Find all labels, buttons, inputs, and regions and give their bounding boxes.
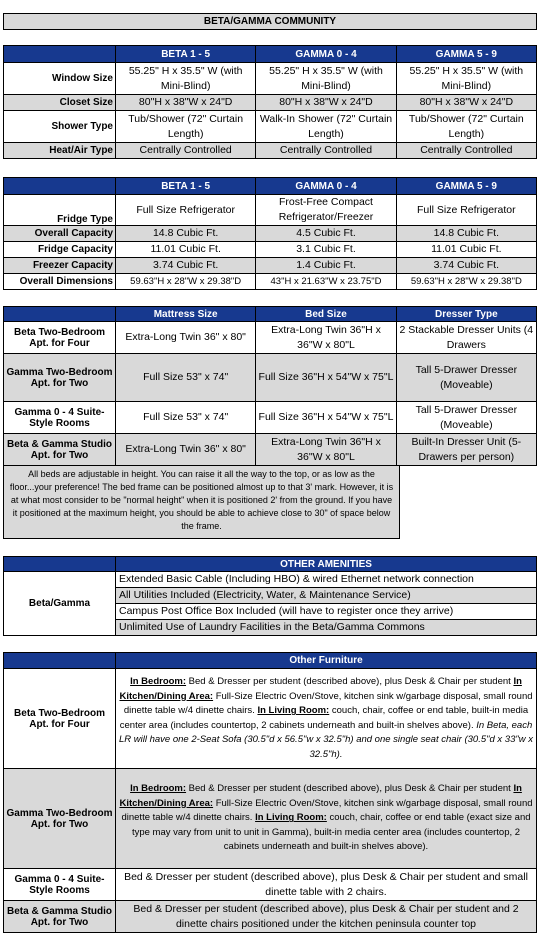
table-cell: Walk-In Shower (72" Curtain Length) — [256, 111, 396, 143]
table-cell: Tall 5-Drawer Dresser (Moveable) — [396, 354, 536, 402]
row-label-fridge-capacity: Fridge Capacity — [4, 242, 116, 258]
row-label-beta-two-bedroom: Beta Two-Bedroom Apt. for Four — [4, 322, 116, 354]
row-label-gamma-two-bedroom: Gamma Two-Bedroom Apt. for Two — [4, 769, 116, 869]
table-cell: Tall 5-Drawer Dresser (Moveable) — [396, 402, 536, 434]
amenity-item: All Utilities Included (Electricity, Water, & Maintenance Service) — [116, 588, 537, 604]
header-blank — [4, 46, 116, 63]
furniture-header: Other Furniture — [116, 653, 537, 669]
table-cell: 3.1 Cubic Ft. — [256, 242, 396, 258]
col-header-gamma-5-9: GAMMA 5 - 9 — [396, 46, 536, 63]
bedroom-text: Bed & Dresser per student (described above), plus Desk & Chair per student — [186, 676, 511, 687]
bedroom-heading: In Bedroom: — [130, 676, 187, 687]
furniture-description: Bed & Dresser per student (described above), plus Desk & Chair per student and 2 dinette chairs positioned under the kitchen peninsula counter top — [116, 901, 537, 933]
col-header-beta-1-5: BETA 1 - 5 — [116, 178, 256, 195]
amenities-table — [3, 556, 537, 636]
col-header-gamma-0-4: GAMMA 0 - 4 — [256, 178, 396, 195]
kitchen-text: Full-Size Electric Oven/Stove, kitchen sink w/garbage disposal, small round dinette table w/4 dinette chairs. — [123, 690, 533, 716]
kitchen-heading: In Kitchen/Dining Area: — [119, 676, 522, 702]
row-label-overall-capacity: Overall Capacity — [4, 226, 116, 242]
table-cell: Tub/Shower (72" Curtain Length) — [116, 111, 256, 143]
furniture-table — [3, 652, 537, 933]
col-header-mattress: Mattress Size — [116, 307, 256, 322]
table-cell: Centrally Controlled — [116, 143, 256, 159]
table-cell: 43"H x 21.63"W x 23.75"D — [256, 274, 396, 290]
kitchen-text: Full-Size Electric Oven/Stove, kitchen sink w/garbage disposal, small round dinette table w/4 dinette chairs. — [121, 797, 533, 824]
table-cell: 3.74 Cubic Ft. — [396, 258, 536, 274]
amenities-label: Beta/Gamma — [4, 572, 116, 636]
table-cell: Full Size 36"H x 54"W x 75"L — [256, 402, 396, 434]
table-cell: 59.63"H x 28"W x 29.38"D — [396, 274, 536, 290]
row-label-shower-type: Shower Type — [4, 111, 116, 143]
row-label-heat-air: Heat/Air Type — [4, 143, 116, 159]
row-label-gamma-two-bedroom: Gamma Two-Bedroom Apt. for Two — [4, 354, 116, 402]
col-header-gamma-0-4: GAMMA 0 - 4 — [256, 46, 396, 63]
row-label-closet-size: Closet Size — [4, 95, 116, 111]
table-cell: Full Size 36"H x 54"W x 75"L — [256, 354, 396, 402]
bedroom-heading: In Bedroom: — [130, 783, 187, 795]
header-blank — [4, 557, 116, 572]
table-cell: 3.74 Cubic Ft. — [116, 258, 256, 274]
table-cell: 1.4 Cubic Ft. — [256, 258, 396, 274]
row-label-fridge-type: Fridge Type — [4, 195, 116, 226]
table-cell: Full Size 53" x 74" — [116, 402, 256, 434]
table-cell: 80"H x 38"W x 24"D — [256, 95, 396, 111]
living-text: couch, chair, coffee or end table (exact size and type may vary from unit to unit in Gamma), built-in media center area (includes countertop, 2 cabinets underneath and built-in shelves above). — [131, 812, 531, 853]
furniture-description — [116, 669, 537, 769]
table-cell: Extra-Long Twin 36" x 80" — [116, 434, 256, 466]
header-blank — [4, 178, 116, 195]
table-cell: 14.8 Cubic Ft. — [396, 226, 536, 242]
amenity-item: Extended Basic Cable (Including HBO) & wired Ethernet network connection — [116, 572, 537, 588]
fridge-specs-table — [3, 177, 537, 290]
table-cell: Frost-Free Compact Refrigerator/Freezer — [256, 195, 396, 226]
row-label-studio: Beta & Gamma Studio Apt. for Two — [4, 901, 116, 933]
living-heading: In Living Room: — [255, 812, 327, 824]
table-cell: Extra-Long Twin 36"H x 36"W x 80"L — [256, 434, 396, 466]
table-cell: Full Size 53" x 74" — [116, 354, 256, 402]
page-title-bar — [3, 13, 537, 30]
living-text: couch, chair, coffee or end table, built-in media center area (includes countertop, 2 cabinets underneath and built-in shelves above). — [119, 705, 529, 731]
col-header-bed: Bed Size — [256, 307, 396, 322]
table-cell: 14.8 Cubic Ft. — [116, 226, 256, 242]
table-cell: Full Size Refrigerator — [396, 195, 536, 226]
table-cell: 55.25" H x 35.5" W (with Mini-Blind) — [116, 63, 256, 95]
table-cell: 11.01 Cubic Ft. — [116, 242, 256, 258]
table-cell: 80"H x 38"W x 24"D — [116, 95, 256, 111]
amenity-item: Campus Post Office Box Included (will have to register once they arrive) — [116, 604, 537, 620]
beta-sofa-note: In Beta, each LR will have one 2-Seat Sofa (30.5"d x 56.5"w x 32.5"h) and one single seat chair (30.5"d x 33"w x 32.5"h). — [119, 719, 533, 760]
bedroom-text: Bed & Dresser per student (described above), plus Desk & Chair per student — [186, 783, 511, 795]
table-cell: 55.25" H x 35.5" W (with Mini-Blind) — [256, 63, 396, 95]
table-cell: 2 Stackable Dresser Units (4 Drawers — [396, 322, 536, 354]
amenity-item: Unlimited Use of Laundry Facilities in the Beta/Gamma Commons — [116, 620, 537, 636]
row-label-freezer-capacity: Freezer Capacity — [4, 258, 116, 274]
table-cell: 11.01 Cubic Ft. — [396, 242, 536, 258]
row-label-beta-two-bedroom: Beta Two-Bedroom Apt. for Four — [4, 669, 116, 769]
bed-dresser-table — [3, 306, 537, 539]
table-cell: Centrally Controlled — [256, 143, 396, 159]
amenities-header: OTHER AMENITIES — [116, 557, 537, 572]
col-header-dresser: Dresser Type — [396, 307, 536, 322]
table-cell: 4.5 Cubic Ft. — [256, 226, 396, 242]
row-label-gamma-suite: Gamma 0 - 4 Suite-Style Rooms — [4, 869, 116, 901]
table-cell: 59.63"H x 28"W x 29.38"D — [116, 274, 256, 290]
row-label-studio: Beta & Gamma Studio Apt. for Two — [4, 434, 116, 466]
table-cell: Tub/Shower (72" Curtain Length) — [396, 111, 536, 143]
table-cell: Centrally Controlled — [396, 143, 536, 159]
header-blank — [4, 307, 116, 322]
col-header-beta-1-5: BETA 1 - 5 — [116, 46, 256, 63]
col-header-gamma-5-9: GAMMA 5 - 9 — [396, 178, 536, 195]
furniture-description — [116, 769, 537, 869]
room-specs-table — [3, 45, 537, 159]
table-cell: Built-In Dresser Unit (5-Drawers per person) — [396, 434, 536, 466]
table-cell: Extra-Long Twin 36"H x 36"W x 80"L — [256, 322, 396, 354]
header-blank — [4, 653, 116, 669]
bed-height-note: All beds are adjustable in height. You can raise it all the way to the top, or as low as the floor...your preference! The bed frame can be positioned almost up to that 3' mark. However, it is at what most consider to be "normal height" when it is positioned 2' from the ground. If you have it positioned at the maximum height, you should be able to achieve close to 30" of space below the frame. — [3, 466, 400, 539]
furniture-description: Bed & Dresser per student (described above), plus Desk & Chair per student and small dinette table with 2 chairs. — [116, 869, 537, 901]
living-heading: In Living Room: — [257, 705, 330, 716]
row-label-window-size: Window Size — [4, 63, 116, 95]
table-cell: 80"H x 38"W x 24"D — [396, 95, 536, 111]
row-label-overall-dimensions: Overall Dimensions — [4, 274, 116, 290]
row-label-gamma-suite: Gamma 0 - 4 Suite-Style Rooms — [4, 402, 116, 434]
table-cell: Extra-Long Twin 36" x 80" — [116, 322, 256, 354]
page-title: BETA/GAMMA COMMUNITY — [3, 13, 537, 30]
kitchen-heading: In Kitchen/Dining Area: — [119, 783, 522, 809]
table-cell: Full Size Refrigerator — [116, 195, 256, 226]
table-cell: 55.25" H x 35.5" W (with Mini-Blind) — [396, 63, 536, 95]
